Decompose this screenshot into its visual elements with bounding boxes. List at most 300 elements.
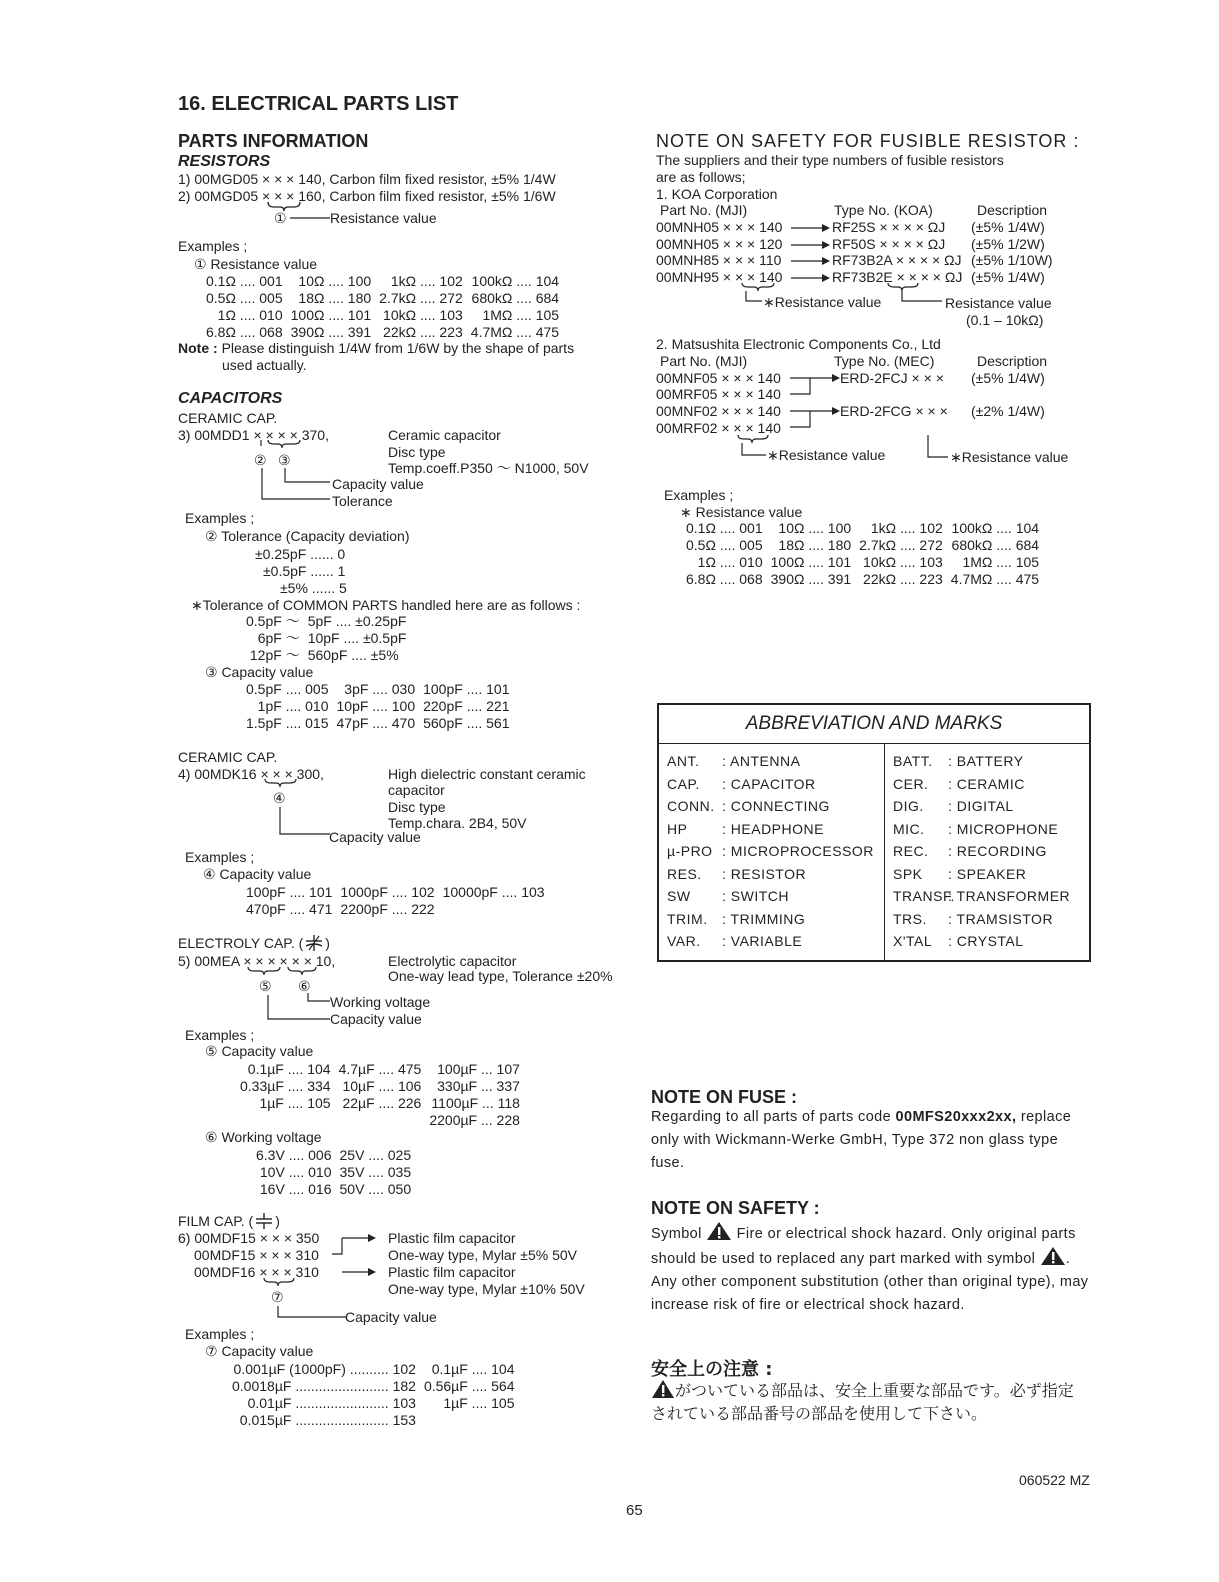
capacity-cell: 10pF .... 100 [336, 698, 416, 714]
col-desc: Description [977, 202, 1048, 218]
koa-desc: (±5% 1/4W) [971, 269, 1045, 286]
mec-arrows [788, 370, 840, 430]
cap3-tree [258, 466, 333, 504]
fuse-code: 00MFS20xxx2xx, [895, 1109, 1017, 1125]
abbreviation-value: : CAPACITOR [722, 775, 816, 792]
abbreviation-value: : HEADPHONE [722, 820, 824, 837]
abbreviation-value: : VARIABLE [722, 933, 803, 949]
cap5-cell: 0.33µF .... 334 [240, 1078, 331, 1094]
examples-label: Examples ; [185, 849, 255, 865]
mec-resistance-1: ∗Resistance value [767, 447, 886, 463]
abbreviation-key: DIG. [893, 798, 924, 814]
note-text-cont: used actually. [222, 357, 307, 373]
abbreviation-row [667, 753, 874, 776]
abbreviation-row [893, 911, 1070, 934]
mec-part: 00MRF05 × × × 140 [656, 386, 781, 402]
cap6-row [232, 1395, 523, 1412]
example-heading: ① Resistance value [194, 256, 318, 272]
abbreviation-box [657, 703, 1091, 962]
fusible-example-cell: 0.1Ω .... 001 [686, 520, 763, 536]
cap3-desc-2: Disc type [388, 444, 446, 460]
cap4-cell: 10000pF .... 103 [442, 884, 545, 900]
cap4-desc-3: Disc type [388, 799, 446, 815]
safety-text-4: increase risk of fire or electrical shock hazard. [651, 1297, 965, 1313]
abbreviation-value: : MICROPROCESSOR [722, 843, 874, 859]
cap5-cell: 0.1µF .... 104 [247, 1061, 331, 1077]
abbreviation-key: CONN. [667, 798, 715, 814]
cap6-desc-3: Plastic film capacitor [388, 1264, 516, 1280]
cap6-desc-2: One-way type, Mylar ±5% 50V [388, 1247, 577, 1263]
common-parts-cell: 10pF .... ±0.5pF [307, 630, 407, 646]
fusible-example-cell: 6.8Ω .... 068 [686, 571, 763, 587]
cap-line-3: 3) 00MDD1 × × × × 370, [178, 427, 329, 443]
working-voltage-cell: 6.3V .... 006 [256, 1147, 332, 1163]
cap-line-6c: 00MDF16 × × × 310 [194, 1264, 319, 1280]
col-type-koa: Type No. (KOA) [834, 202, 933, 218]
cap5-cell: 10µF .... 106 [342, 1078, 422, 1094]
fusible-example-cell: 0.5Ω .... 005 [686, 537, 763, 553]
tol-item: ±0.25pF ...... 0 [255, 546, 346, 562]
abbreviation-key: BATT. [893, 753, 933, 769]
capacity-heading: ⑦ Capacity value [205, 1343, 314, 1359]
capacitors-heading: CAPACITORS [178, 390, 283, 407]
koa-resistance-1: ∗Resistance value [763, 294, 882, 310]
fusible-example-row [686, 520, 1047, 537]
abbreviation-row [893, 776, 1070, 799]
arrow-right-icon [790, 223, 830, 233]
circled-2: ② [254, 452, 267, 468]
mec-part: 00MNF02 × × × 140 [656, 403, 781, 419]
koa-desc: (±5% 1/2W) [971, 235, 1045, 252]
examples-label: Examples ; [664, 487, 734, 503]
note [178, 340, 574, 357]
electrolytic-label: ELECTROLY CAP. ( [178, 935, 304, 951]
abbreviation-key: TRANSF. [893, 888, 955, 904]
circled-7: ⑦ [271, 1289, 284, 1305]
abbreviation-key: CER. [893, 775, 929, 792]
abbreviation-row [667, 798, 874, 821]
cap4-desc-2: capacitor [388, 782, 445, 798]
working-voltage-cell: 16V .... 016 [259, 1181, 332, 1197]
cap5-cell [339, 1112, 430, 1129]
capacity-heading: ⑤ Capacity value [205, 1043, 314, 1059]
common-parts-cell: 5pF .... ±0.25pF [307, 613, 407, 629]
jp-heading: 安全上の注意 : [651, 1359, 773, 1380]
cap6-cell: 0.0018µF ........................ 182 [232, 1378, 416, 1394]
abbreviation-value: : DIGITAL [948, 798, 1014, 814]
working-voltage-cell: 35V .... 035 [339, 1164, 412, 1180]
resistor-line-1: 1) 00MGD05 × × × 140, Carbon film fixed resistor, ±5% 1/4W [178, 171, 556, 187]
cap-line-6a: 6) 00MDF15 × × × 350 [178, 1230, 320, 1246]
abbreviation-value: : RECORDING [948, 843, 1047, 859]
cap5-cell: 100µF ... 107 [437, 1061, 520, 1077]
fusible-example-row [686, 571, 1047, 588]
safety-text-1a: Symbol [651, 1226, 707, 1242]
example-heading: ∗ Resistance value [680, 504, 803, 520]
fusible-example-cell: 10kΩ .... 103 [863, 554, 943, 570]
capacity-table [246, 681, 518, 732]
divider [884, 743, 885, 960]
safety-heading: NOTE ON SAFETY : [651, 1198, 820, 1218]
mec-type-2: ERD-2FCG × × × [840, 403, 948, 419]
common-parts-note: ∗Tolerance of COMMON PARTS handled here are as follows : [191, 597, 581, 613]
cap6-table [232, 1361, 523, 1429]
mec-desc-2: (±2% 1/4W) [971, 403, 1045, 419]
wv-table [256, 1147, 419, 1198]
resistor-example-cell: 0.5Ω .... 005 [206, 290, 283, 306]
abbreviation-row [667, 776, 874, 799]
fusible-intro-1: The suppliers and their type numbers of fusible resistors [656, 152, 1004, 168]
abbreviation-row [667, 843, 874, 866]
note-text: Please distinguish 1/4W from 1/6W by the shape of parts [221, 340, 575, 356]
koa-heading: 1. KOA Corporation [656, 186, 778, 202]
abbreviation-value: : SWITCH [722, 888, 789, 904]
fusible-example-cell: 10Ω .... 100 [778, 520, 852, 536]
mec-resistance-2: ∗Resistance value [950, 449, 1069, 465]
resistor-example-cell: 1MΩ .... 105 [482, 307, 560, 323]
capacity-row [246, 715, 518, 732]
resistor-example-cell: 10kΩ .... 103 [383, 307, 463, 323]
abbreviation-key: RES. [667, 865, 702, 882]
safety-text-1b: Fire or electrical shock hazard. Only original parts [732, 1226, 1076, 1242]
koa-desc: (±5% 1/10W) [971, 252, 1053, 269]
abbreviation-value: : BATTERY [948, 753, 1024, 769]
capacity-cell: 3pF .... 030 [344, 681, 416, 697]
capacity-cell: 1pF .... 010 [257, 698, 329, 714]
film-label: FILM CAP. ( [178, 1213, 254, 1229]
abbreviation-key: ANT. [667, 753, 700, 769]
cap6-arrows [330, 1230, 380, 1280]
abbreviation-key: TRIM. [667, 910, 708, 927]
fusible-example-cell: 1Ω .... 010 [697, 554, 763, 570]
tolerance-heading: ② Tolerance (Capacity deviation) [205, 528, 410, 544]
resistor-line-2: 2) 00MGD05 × × × 160, Carbon film fixed resistor, ±5% 1/6W [178, 188, 556, 204]
capacity-cell: 560pF .... 561 [423, 715, 510, 731]
safety-text-2b: . [1065, 1251, 1071, 1267]
capacity-cell: 1.5pF .... 015 [246, 715, 329, 731]
arrow-right-icon [790, 240, 830, 250]
koa-desc: (±5% 1/4W) [971, 219, 1045, 235]
jp-text [651, 1379, 1074, 1425]
warning-icon [706, 1221, 732, 1241]
cap5-row [240, 1061, 528, 1078]
working-voltage-row [256, 1164, 419, 1181]
resistor-example-cell: 18Ω .... 180 [298, 290, 372, 306]
leader-line [290, 217, 330, 221]
koa-type: RF73B2E × × × × ΩJ [832, 269, 963, 286]
abbreviation-value: : TRIMMING [722, 910, 806, 927]
cap6-cell [424, 1412, 523, 1429]
cap3-desc-3: Temp.coeff.P350 ～ N1000, 50V [388, 460, 589, 476]
common-parts-row [246, 630, 414, 647]
abbreviation-value: : CRYSTAL [948, 933, 1024, 949]
capacity-row [246, 698, 518, 715]
cap4-desc-4: Temp.chara. 2B4, 50V [388, 815, 527, 831]
fuse-heading: NOTE ON FUSE : [651, 1087, 798, 1107]
abbreviation-row [667, 888, 874, 911]
common-parts-cell: 0.5pF ～ [246, 613, 300, 629]
cap4-leader [262, 777, 332, 839]
abbreviation-row [667, 933, 874, 956]
capacity-value-label: Capacity value [329, 829, 421, 845]
cap6-cell: 1µF .... 105 [443, 1395, 515, 1411]
koa-type: RF50S × × × × ΩJ [832, 235, 946, 252]
working-voltage-row [256, 1147, 419, 1164]
working-voltage-heading: ⑥ Working voltage [205, 1129, 322, 1145]
abbreviation-key: µ-PRO [667, 843, 713, 859]
abbreviation-row [893, 798, 1070, 821]
common-parts-row [246, 647, 414, 664]
cap4-cell: 1000pF .... 102 [340, 884, 435, 900]
abbreviation-key: MIC. [893, 820, 925, 837]
cap4-row [246, 901, 553, 918]
cap6-cell: 0.1µF .... 104 [431, 1361, 515, 1377]
cap5-row [240, 1112, 528, 1129]
circled-3: ③ [278, 452, 291, 468]
common-parts-cell: 6pF ～ [257, 630, 300, 646]
abbreviation-title: ABBREVIATION AND MARKS [659, 705, 1089, 744]
doc-code: 060522 MZ [1019, 1472, 1090, 1488]
col-part: Part No. (MJI) [660, 202, 748, 218]
abbreviation-row [893, 866, 1070, 889]
abbreviation-key: X'TAL [893, 933, 933, 949]
cap-line-6b: 00MDF15 × × × 310 [194, 1247, 319, 1263]
warning-icon [651, 1379, 675, 1399]
cap5-table [240, 1061, 528, 1129]
resistor-example-cell: 10Ω .... 100 [298, 273, 372, 289]
abbreviation-right-column [893, 753, 1070, 956]
resistor-example-cell: 4.7MΩ .... 475 [470, 324, 560, 340]
fusible-example-row [686, 554, 1047, 571]
resistor-example-cell: 1kΩ .... 102 [390, 273, 463, 289]
capacity-value-label: Capacity value [332, 476, 424, 492]
cap5-row [240, 1078, 528, 1095]
cap6-row [232, 1412, 523, 1429]
fusible-example-cell: 2.7kΩ .... 272 [859, 537, 943, 553]
cap5-cell: 1100µF ... 118 [431, 1095, 520, 1111]
col-part: Part No. (MJI) [660, 353, 748, 369]
film-capacitor-icon [253, 1213, 275, 1229]
fusible-intro-2: are as follows; [656, 169, 746, 185]
cap5-leader [246, 965, 336, 1027]
koa-part: 00MNH95 × × × 140 [656, 269, 783, 286]
abbreviation-row [893, 888, 1070, 911]
cap5-desc-1: Electrolytic capacitor [388, 953, 517, 969]
circled-5: ⑤ [259, 978, 272, 994]
cap5-cell: 2200µF ... 228 [429, 1112, 520, 1128]
cap3-desc-1: Ceramic capacitor [388, 427, 501, 443]
safety-text-3: Any other component substitution (other than original type), may [651, 1274, 1089, 1290]
working-voltage-cell: 50V .... 050 [339, 1181, 412, 1197]
abbreviation-value: : SPEAKER [948, 865, 1027, 882]
resistor-example-row [206, 273, 567, 290]
abbreviation-row [893, 933, 1070, 956]
abbreviation-value: : ANTENNA [722, 753, 801, 769]
abbreviation-row [893, 753, 1070, 776]
mec-part: 00MNF05 × × × 140 [656, 370, 781, 386]
cap4-cell: 470pF .... 471 [246, 901, 333, 917]
cap5-cell: 22µF .... 226 [342, 1095, 422, 1111]
resistance-value-label: Resistance value [330, 210, 437, 226]
fusible-example-cell: 22kΩ .... 223 [863, 571, 943, 587]
capacity-value-label: Capacity value [345, 1309, 437, 1325]
cap6-desc-4: One-way type, Mylar ±10% 50V [388, 1281, 585, 1297]
resistor-example-cell: 680kΩ .... 684 [471, 290, 560, 306]
resistor-example-table [206, 273, 567, 341]
abbreviation-key: CAP. [667, 775, 700, 792]
mec-heading: 2. Matsushita Electronic Components Co., Ltd [656, 336, 941, 352]
col-type-mec: Type No. (MEC) [834, 353, 935, 369]
fuse-text-3: only with Wickmann-Werke GmbH, Type 372 non glass type fuse. [651, 1132, 1059, 1171]
cap6-cell: 0.01µF ........................ 103 [247, 1395, 416, 1411]
abbreviation-key: HP [667, 820, 688, 837]
tol-item: ±5% ...... 5 [280, 580, 347, 596]
mec-type-1: ERD-2FCJ × × × [840, 370, 944, 386]
cap4-cell: 100pF .... 101 [246, 884, 333, 900]
resistor-example-row [206, 290, 567, 307]
cap4-row [246, 884, 553, 901]
fusible-example-cell: 100kΩ .... 104 [951, 520, 1040, 536]
warning-icon [1040, 1246, 1066, 1266]
capacity-cell: 47pF .... 470 [336, 715, 416, 731]
fusible-example-cell: 390Ω .... 391 [770, 571, 852, 587]
cap-line-5: 5) 00MEA × × × × × × 10, [178, 953, 336, 969]
capacity-cell: 220pF .... 221 [423, 698, 510, 714]
resistor-example-cell: 2.7kΩ .... 272 [379, 290, 463, 306]
arrow-right-icon [790, 256, 830, 266]
fusible-example-table [686, 520, 1047, 588]
resistor-example-cell: 6.8Ω .... 068 [206, 324, 283, 340]
koa-range: (0.1 – 10kΩ) [966, 312, 1044, 328]
cap-line-4: 4) 00MDK16 × × × 300, [178, 766, 324, 782]
abbreviation-row [667, 821, 874, 844]
resistor-example-row [206, 307, 567, 324]
cap6-cell: 0.001µF (1000pF) .......... 102 [233, 1361, 416, 1377]
koa-part: 00MNH05 × × × 120 [656, 235, 783, 252]
cap6-row [232, 1378, 523, 1395]
koa-type: RF73B2A × × × × ΩJ [832, 252, 962, 269]
safety-text [651, 1221, 1093, 1317]
mec-part: 00MRF02 × × × 140 [656, 420, 781, 436]
electrolytic-close: ) [325, 935, 330, 951]
cap5-row [240, 1095, 528, 1112]
abbreviation-row [667, 866, 874, 889]
section-heading: PARTS INFORMATION [178, 131, 369, 151]
koa-resistance-2: Resistance value [945, 295, 1052, 311]
note-label: Note : [178, 340, 218, 356]
capacity-cell: 100pF .... 101 [423, 681, 510, 697]
abbreviation-value: : TRANSFORMER [948, 888, 1071, 904]
abbreviation-key: SW [667, 888, 691, 904]
working-voltage-label: Working voltage [330, 994, 431, 1010]
examples-label: Examples ; [178, 238, 248, 254]
cap5-cell: 330µF ... 337 [437, 1078, 520, 1094]
capacity-row [246, 681, 518, 698]
abbreviation-value: : TRAMSISTOR [948, 910, 1054, 927]
mec-desc-1: (±5% 1/4W) [971, 370, 1045, 386]
fusible-example-cell: 680kΩ .... 684 [951, 537, 1040, 553]
resistor-example-cell: 100Ω .... 101 [290, 307, 372, 323]
page-number: 65 [626, 1502, 643, 1519]
fuse-text [651, 1106, 1093, 1175]
cap4-cell: 2200pF .... 222 [340, 901, 435, 917]
tol-item: ±0.5pF ...... 1 [263, 563, 346, 579]
abbreviation-key: TRS. [893, 910, 927, 927]
ceramic-cap-heading: CERAMIC CAP. [178, 410, 278, 426]
jp-line-2: されている部品番号の部品を使用して下さい。 [651, 1404, 988, 1423]
koa-type: RF25S × × × × ΩJ [832, 219, 946, 235]
cap4-table [246, 884, 553, 918]
common-parts-cell: 560pF .... ±5% [307, 647, 399, 663]
common-parts-row [246, 613, 414, 630]
abbreviation-value: : MICROPHONE [948, 820, 1059, 837]
circled-6: ⑥ [298, 978, 311, 994]
working-voltage-cell: 10V .... 010 [259, 1164, 332, 1180]
working-voltage-cell: 25V .... 025 [339, 1147, 412, 1163]
fusible-example-cell: 1kΩ .... 102 [870, 520, 943, 536]
fusible-example-row [686, 537, 1047, 554]
fusible-example-cell: 18Ω .... 180 [778, 537, 852, 553]
capacity-value-label: Capacity value [330, 1011, 422, 1027]
tolerance-label: Tolerance [332, 493, 393, 509]
resistors-heading: RESISTORS [178, 153, 271, 170]
resistor-example-cell: 0.1Ω .... 001 [206, 273, 283, 289]
koa-part: 00MNH85 × × × 110 [656, 252, 782, 269]
cap5-cell [240, 1112, 339, 1129]
common-parts-table [246, 613, 414, 664]
fuse-text-2: replace [1016, 1109, 1072, 1125]
abbreviation-value: : CERAMIC [948, 775, 1025, 792]
resistor-example-cell: 1Ω .... 010 [217, 307, 283, 323]
abbreviation-value: : RESISTOR [722, 865, 807, 882]
abbreviation-key: REC. [893, 843, 929, 859]
ceramic-cap-heading-2: CERAMIC CAP. [178, 749, 278, 765]
resistor-example-row [206, 324, 567, 341]
col-desc: Description [977, 353, 1048, 369]
cap4-desc-1: High dielectric constant ceramic [388, 766, 586, 782]
capacity-heading: ④ Capacity value [203, 866, 312, 882]
safety-text-2a: should be used to replaced any part marked with symbol [651, 1251, 1040, 1267]
working-voltage-row [256, 1181, 419, 1198]
common-parts-cell: 12pF ～ [249, 647, 300, 663]
cap5-desc-2: One-way lead type, Tolerance ±20% [388, 968, 613, 984]
resistor-example-cell: 22kΩ .... 223 [383, 324, 463, 340]
abbreviation-row [893, 843, 1070, 866]
electrolytic-capacitor-icon [303, 935, 325, 951]
resistor-example-cell: 390Ω .... 391 [290, 324, 372, 340]
abbreviation-key: SPK [893, 865, 923, 882]
abbreviation-key: VAR. [667, 933, 701, 949]
examples-label: Examples ; [185, 1027, 255, 1043]
examples-label: Examples ; [185, 510, 255, 526]
capacity-heading: ③ Capacity value [205, 664, 314, 680]
page-title: 16. ELECTRICAL PARTS LIST [178, 93, 459, 115]
fusible-heading: NOTE ON SAFETY FOR FUSIBLE RESISTOR : [656, 131, 1080, 151]
fusible-example-cell: 4.7MΩ .... 475 [950, 571, 1040, 587]
fusible-example-cell: 100Ω .... 101 [770, 554, 852, 570]
abbreviation-value: : CONNECTING [722, 798, 830, 814]
film-heading [178, 1213, 280, 1230]
fusible-example-cell: 1MΩ .... 105 [962, 554, 1040, 570]
fuse-text-1: Regarding to all parts of parts code [651, 1109, 896, 1125]
cap6-cell: 0.015µF ........................ 153 [239, 1412, 416, 1428]
cap5-cell: 1µF .... 105 [259, 1095, 331, 1111]
circled-number: ① [274, 210, 287, 226]
abbreviation-row [893, 821, 1070, 844]
film-close: ) [275, 1213, 280, 1229]
electrolytic-heading [178, 935, 330, 952]
examples-label: Examples ; [185, 1326, 255, 1342]
